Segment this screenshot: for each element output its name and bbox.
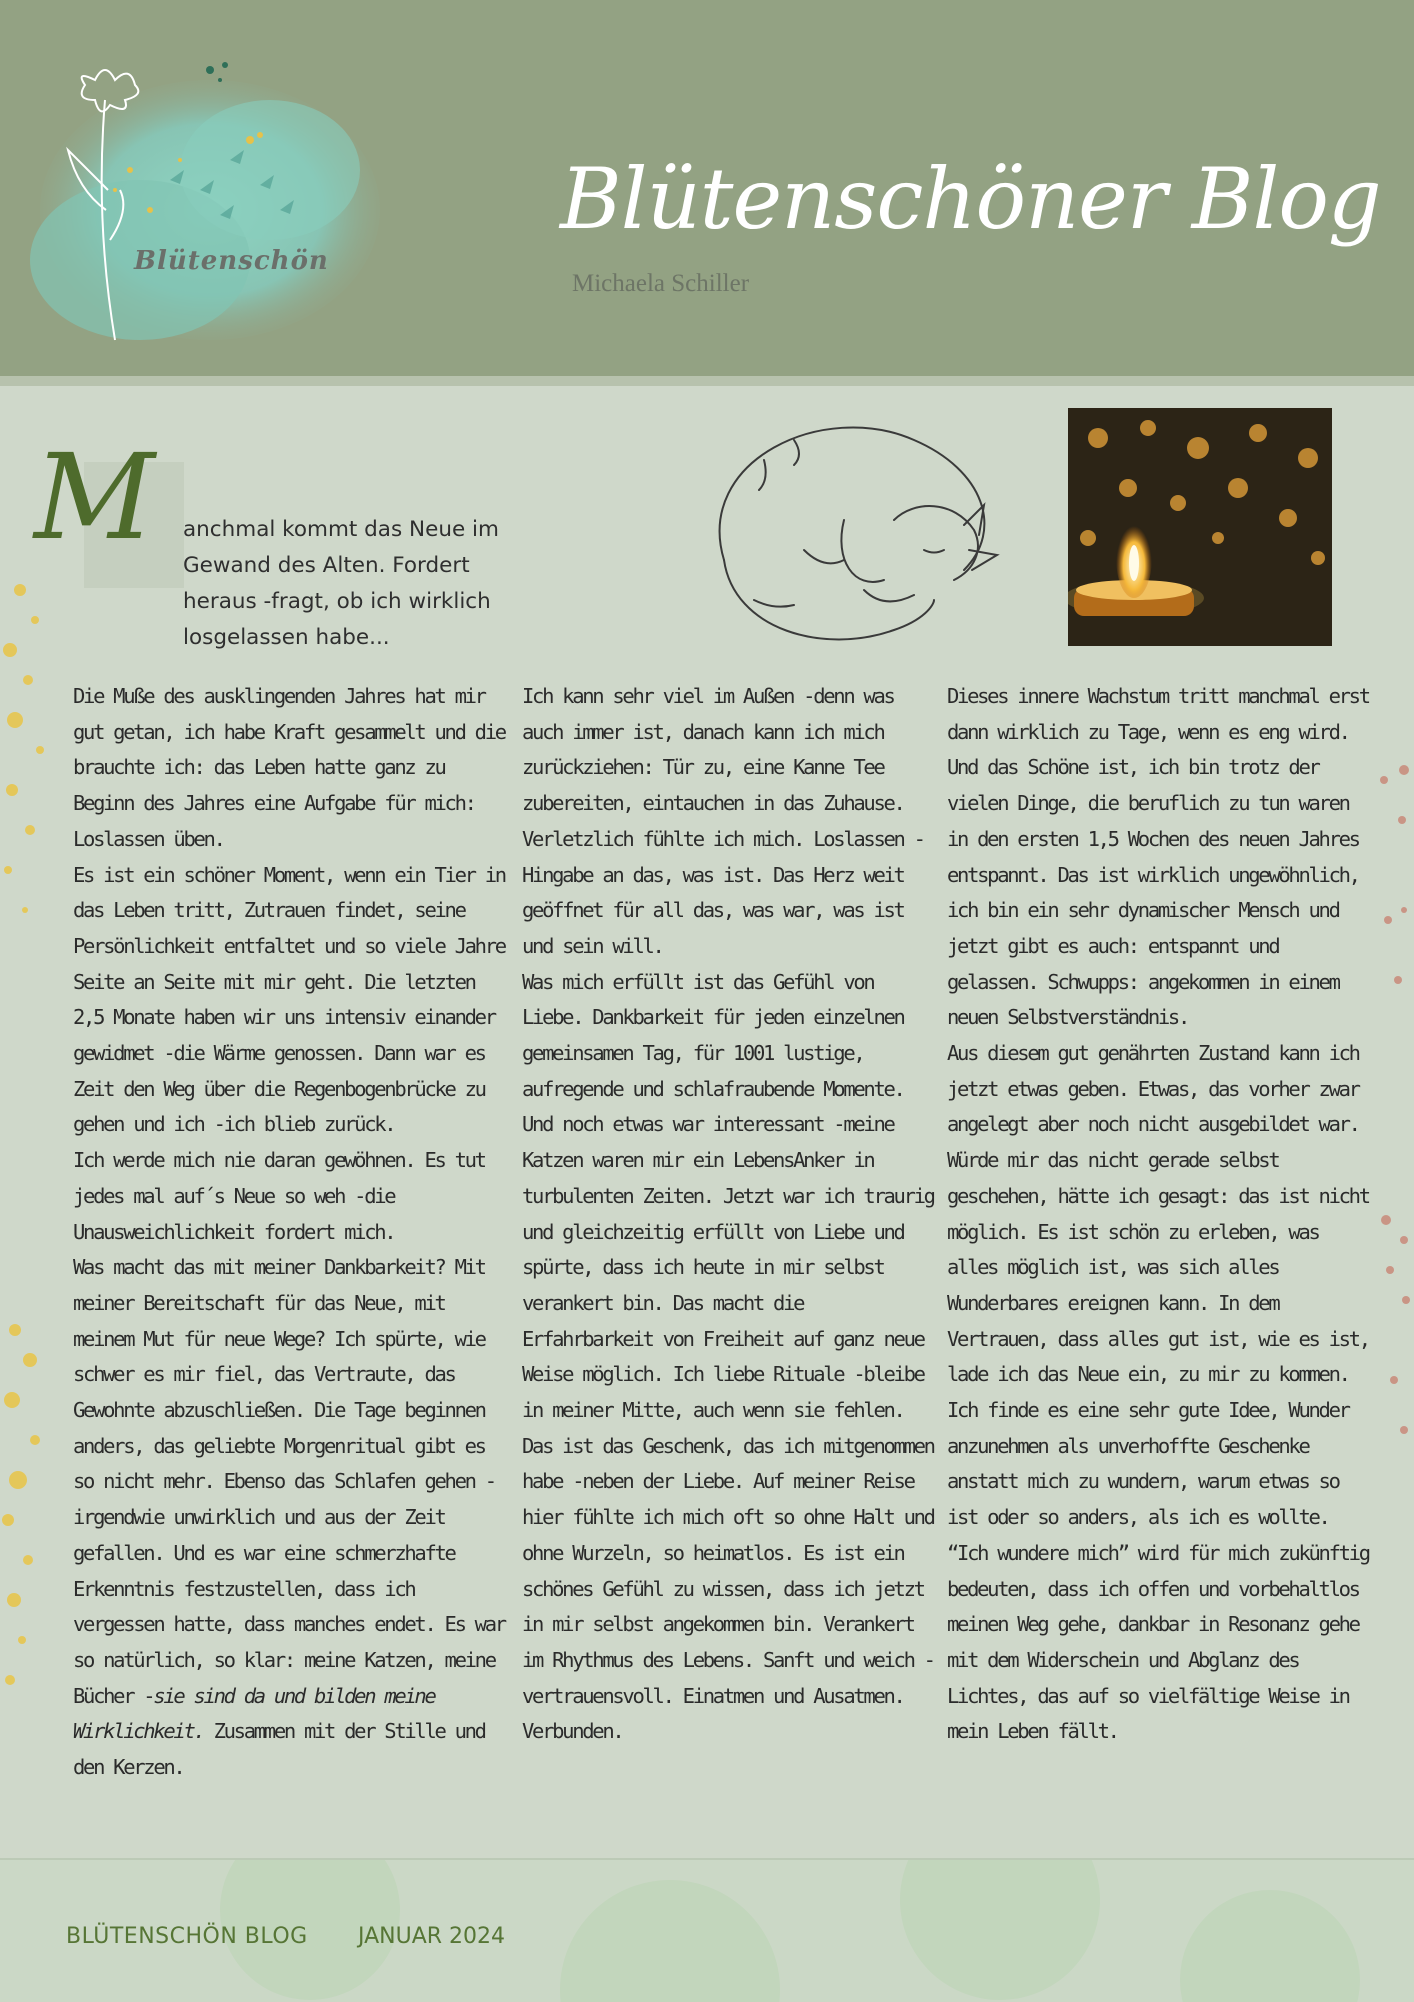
article-column-1 (73, 679, 513, 1786)
footer-blog-name: BLÜTENSCHÖN BLOG (66, 1924, 308, 1949)
paragraph: Die Muße des ausklingenden Jahres hat mir gut getan, ich habe Kraft gesammelt und die brauchte ich: das Leben hatte ganz zu Beginn des Jahres eine Aufgabe für mich: Loslassen üben. (73, 684, 505, 851)
footer (0, 1858, 1414, 2002)
footer-bubble (1180, 1890, 1360, 2002)
paragraph-text: Was macht das mit meiner Dankbarkeit? Mit meiner Bereitschaft für das Neue, mit meinem Mut für neue Wege? Ich spürte, wie schwer es mir fiel, das Vertraute, das Gewohnte abzuschließen. Die Tage beginnen anders, das geliebte Morgenritual gibt es so nicht mehr. Ebenso das Schlafen gehen -irgendwie unwirklich und aus der Zeit gefallen. Und es war eine schmerzhafte Erkenntnis festzustellen, dass ich vergessen hatte, dass manches endet. Es war so natürlich, so klar: meine Katzen, meine Bücher - (73, 1255, 505, 1708)
sleeping-cat-drawing-icon (664, 400, 1024, 660)
paragraph: Aus diesem gut genährten Zustand kann ich jetzt etwas geben. Etwas, das vorher zwar angelegt aber noch nicht ausgebildet war. Würde mir das nicht gerade selbst geschehen, hätte ich gesagt: das ist nicht möglich. Es ist schön zu erleben, was alles möglich ist, was sich alles Wunderbares ereignen kann. In dem Vertrauen, dass alles gut ist, wie es ist, lade ich das Neue ein, zu mir zu kommen. Ich finde es eine sehr gute Idee, Wunder anzunehmen als unverhoffte Geschenke anstatt mich zu wundern, warum etwas so ist oder so anders, als ich es wollte. “Ich wundere mich” wird für mich zukünftig bedeuten, dass ich offen und vorbehaltlos meinen Weg gehe, dankbar in Resonanz gehe mit dem Widerschein und Abglanz des Lichtes, das auf so vielfältige Weise in mein Leben fällt. (947, 1041, 1369, 1744)
footer-bubble (900, 1858, 1100, 2000)
paragraph: Es ist ein schöner Moment, wenn ein Tier in das Leben tritt, Zutrauen findet, seine Persönlichkeit entfaltet und so viele Jahre Seite an Seite mit mir geht. Die letzten 2,5 Monate haben wir uns intensiv einander gewidmet -die Wärme genossen. Dann war es Zeit den Weg über die Regenbogenbrücke zu gehen und ich -ich blieb zurück. (73, 862, 505, 1137)
header-edge (0, 376, 1414, 386)
paragraph: Ich werde mich nie daran gewöhnen. Es tut jedes mal auf´s Neue so weh -die Unausweichlichkeit fordert mich. (73, 1148, 485, 1244)
paragraph: Dieses innere Wachstum tritt manchmal erst dann wirklich zu Tage, wenn es eng wird. Und das Schöne ist, ich bin trotz der vielen Dinge, die beruflich zu tun waren in den ersten 1,5 Wochen des neuen Jahres entspannt. Das ist wirklich ungewöhnlich, ich bin ein sehr dynamischer Mensch und jetzt gibt es auch: entspannt und gelassen. Schwupps: angekommen in einem neuen Selbstverständnis. (947, 684, 1369, 1030)
candle-photo-icon (1068, 408, 1332, 646)
blog-title: Blütenschöner Blog (560, 150, 1381, 248)
footer-bubble (560, 1880, 780, 2002)
author-name: Michaela Schiller (572, 270, 750, 297)
paragraph: Was mich erfüllt ist das Gefühl von Liebe. Dankbarkeit für jeden einzelnen gemeinsamen Tag, für 1001 lustige, aufregende und schlafraubende Momente. Und noch etwas war interessant -meine Katzen waren mir ein LebensAnker in turbulenten Zeiten. Jetzt war ich traurig und gleichzeitig erfüllt von Liebe und spürte, dass ich heute in mir selbst verankert bin. Das macht die Erfahrbarkeit von Freiheit auf ganz neue Weise möglich. Ich liebe Rituale -bleibe in meiner Mitte, auch wenn sie fehlen. Das ist das Geschenk, das ich mitgenommen habe -neben der Liebe. Auf meiner Reise hier fühlte ich mich oft so ohne Halt und ohne Wurzeln, so heimatlos. Es ist ein schönes Gefühl zu wissen, dass ich jetzt in mir selbst angekommen bin. Verankert im Rhythmus des Lebens. Sanft und weich -vertrauensvoll. Einatmen und Ausatmen. Verbunden. (522, 969, 934, 1744)
gold-glitter-icon (0, 560, 60, 1760)
drop-cap: M (34, 428, 155, 566)
paragraph: Ich kann sehr viel im Außen -denn was auch immer ist, danach kann ich mich zurückziehen: Tür zu, eine Kanne Tee zubereiten, eintauchen in das Zuhause. Verletzlich fühlte ich mich. Loslassen -Hingabe an das, was ist. Das Herz weit geöffnet für all das, was war, was ist und sein will. (522, 684, 924, 958)
footer-date: JANUAR 2024 (358, 1924, 506, 1949)
article-column-2 (522, 679, 942, 1750)
paragraph (73, 1250, 513, 1786)
flower-logo-icon (20, 40, 380, 370)
article-column-3 (947, 679, 1377, 1750)
logo-text: Blütenschön (134, 246, 329, 276)
intro-text: anchmal kommt das Neue im Gewand des Alten. Fordert heraus -fragt, ob ich wirklich losgelassen habe... (183, 517, 499, 650)
paragraph-end: Zusammen mit der Stille und den Kerzen. (73, 1719, 485, 1780)
paragraph-italic: sie sind da und bilden meine Wirklichkeit. (73, 1683, 435, 1744)
